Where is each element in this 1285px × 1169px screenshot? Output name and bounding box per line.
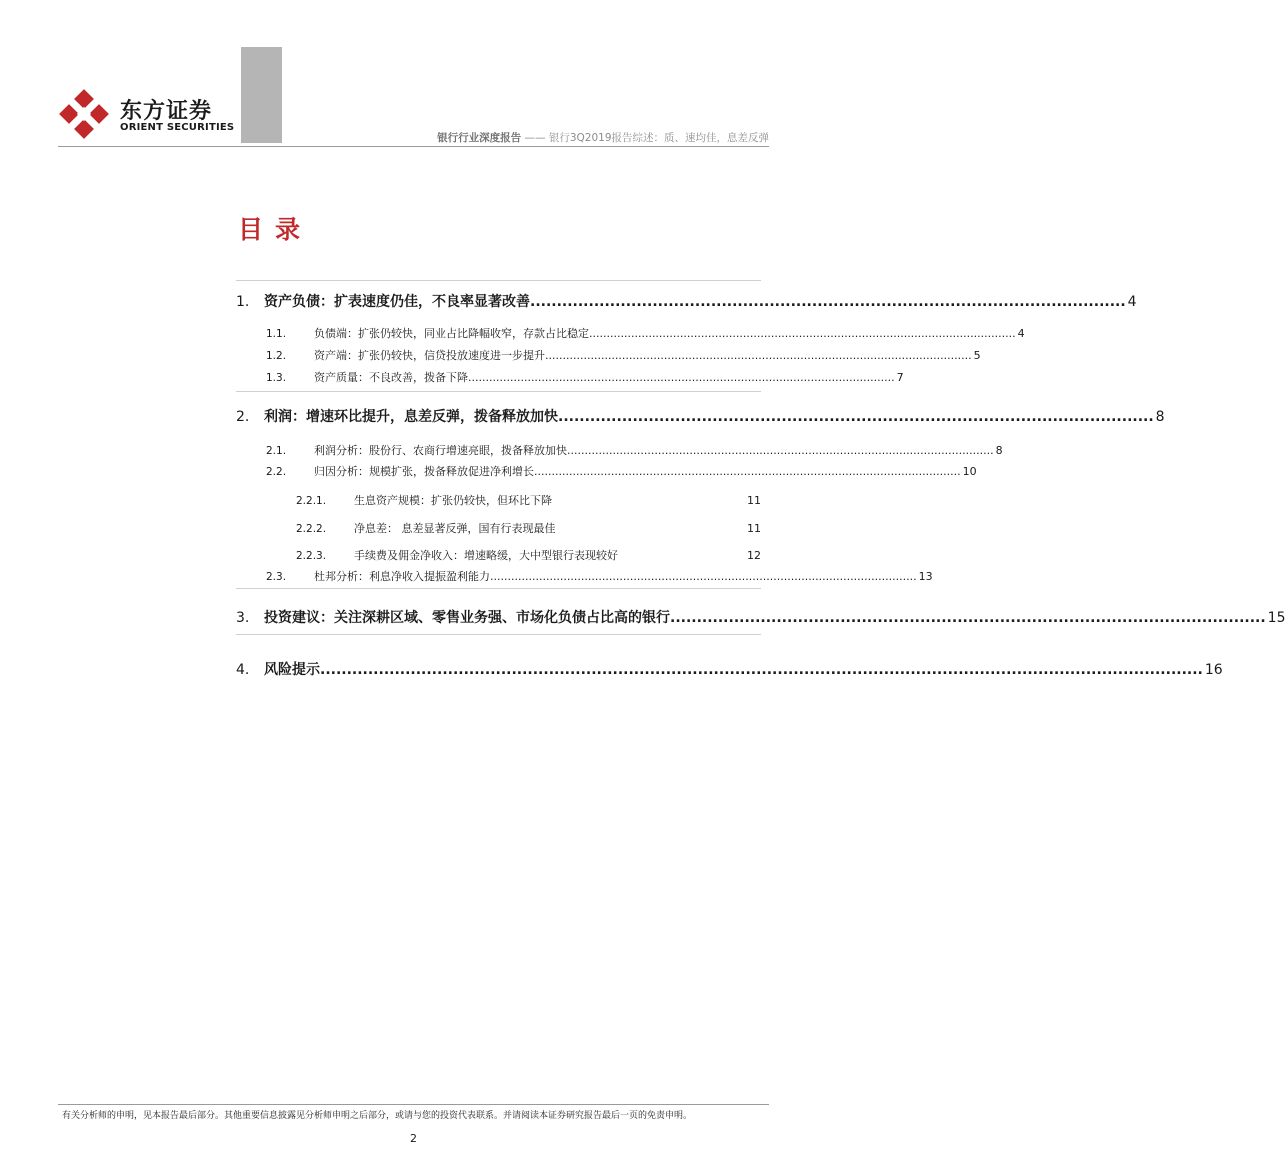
toc-entry[interactable]: 1. 资产负债：扩表速度仍佳，不良率显著改善 ................................................................................................................ 4 xyxy=(236,294,1137,310)
toc-entry[interactable]: 2.2.1. 生息资产规模：扩张仍较快，但环比下降 11 xyxy=(296,494,761,507)
toc-entry[interactable]: 1.2. 资产端：扩张仍较快，信贷投放速度进一步提升 .......................................................................................................................... 5 xyxy=(266,349,981,362)
toc-leader: .......................................................................................................................... xyxy=(490,570,917,583)
toc-rule xyxy=(236,588,761,589)
toc-entry[interactable]: 1.1. 负债端：扩张仍较快，同业占比降幅收窄，存款占比稳定 .......................................................................................................................... 4 xyxy=(266,327,1025,340)
toc-leader: ................................................................................................................ xyxy=(530,294,1126,310)
report-type: 银行行业深度报告 xyxy=(437,132,522,144)
footer-divider xyxy=(58,1104,769,1105)
toc-entry[interactable]: 2.1. 利润分析：股份行、农商行增速亮眼，拨备释放加快 .......................................................................................................................... 8 xyxy=(266,444,1003,457)
table-of-contents xyxy=(236,280,1285,680)
toc-leader: .......................................................................................................................... xyxy=(567,444,994,457)
toc-entry[interactable]: 2.2.3. 手续费及佣金净收入：增速略缓，大中型银行表现较好 12 xyxy=(296,549,761,562)
toc-leader: .......................................................................................................................... xyxy=(545,349,972,362)
report-subject: 银行3Q2019报告综述：质、速均佳，息差反弹 xyxy=(548,132,769,144)
footer-disclaimer: 有关分析师的申明，见本报告最后部分。其他重要信息披露见分析师申明之后部分，或请与您的投资代表联系。并请阅读本证券研究报告最后一页的免责申明。 xyxy=(62,1111,693,1121)
toc-entry[interactable]: 2.2.2. 净息差： 息差显著反弹，国有行表现最佳 11 xyxy=(296,522,761,535)
brand-name-en: ORIENT SECURITIES xyxy=(120,122,235,133)
logo-mark-icon xyxy=(60,90,108,138)
toc-top-rule xyxy=(236,280,761,281)
toc-entry[interactable]: 2.2. 归因分析：规模扩张，拨备释放促进净利增长 .......................................................................................................................... 10 xyxy=(266,465,977,478)
page-number: 2 xyxy=(410,1132,417,1145)
brand-name-cn: 东方证券 xyxy=(120,99,213,124)
report-header xyxy=(437,130,769,145)
toc-leader: ................................................................................................................ xyxy=(558,409,1154,425)
toc-entry[interactable]: 4. 风险提示 ...................................................................................................................................................................... 16 xyxy=(236,662,1223,678)
header-separator: —— xyxy=(524,132,546,144)
toc-entry[interactable]: 3. 投资建议：关注深耕区域、零售业务强、市场化负债占比高的银行 ................................................................................................................ 15 xyxy=(236,610,1285,626)
toc-rule xyxy=(236,391,761,392)
toc-rule xyxy=(236,634,761,635)
toc-entry[interactable]: 1.3. 资产质量：不良改善，拨备下降 .......................................................................................................................... 7 xyxy=(266,371,904,384)
header-gray-block xyxy=(241,47,282,143)
toc-title: 目录 xyxy=(238,215,313,244)
toc-leader: ...................................................................................................................................................................... xyxy=(320,662,1203,678)
toc-leader: ................................................................................................................ xyxy=(670,610,1266,626)
toc-leader: .......................................................................................................................... xyxy=(468,371,895,384)
toc-leader: .......................................................................................................................... xyxy=(589,327,1016,340)
toc-entry[interactable]: 2.3. 杜邦分析：利息净收入提振盈利能力 .......................................................................................................................... 13 xyxy=(266,570,933,583)
toc-leader: .......................................................................................................................... xyxy=(534,465,961,478)
toc-entry[interactable]: 2. 利润：增速环比提升，息差反弹，拨备释放加快 ................................................................................................................ 8 xyxy=(236,409,1165,425)
header-divider xyxy=(58,146,769,147)
